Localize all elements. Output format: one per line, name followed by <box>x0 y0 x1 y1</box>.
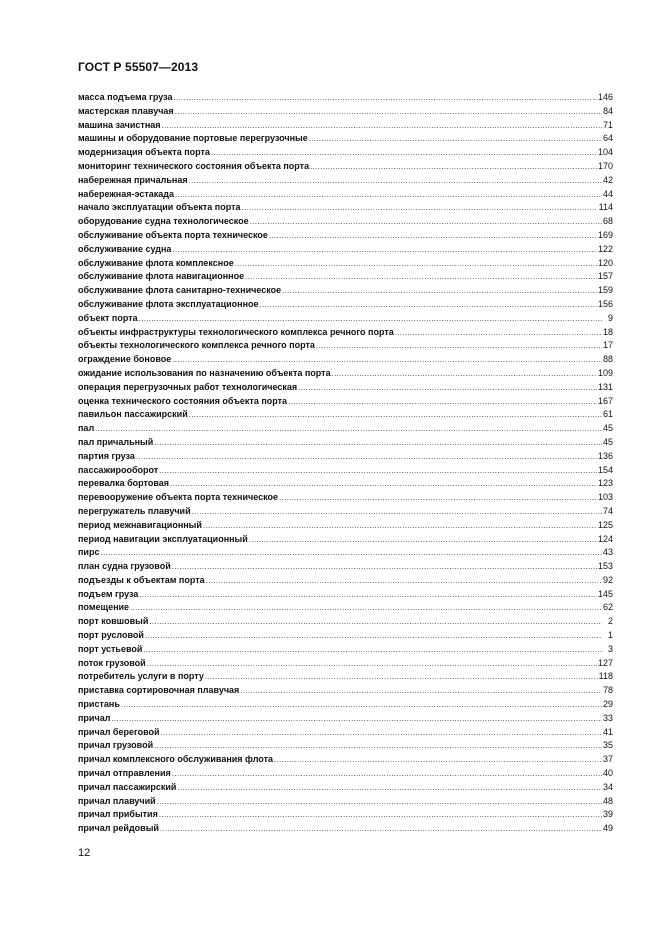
dot-leader <box>149 615 602 629</box>
index-entry <box>78 450 613 464</box>
index-term: партия груза <box>78 450 135 461</box>
index-term: период межнавигационный <box>78 519 202 530</box>
index-page-ref: 35 <box>602 740 613 751</box>
index-entry <box>78 422 613 436</box>
dot-leader <box>121 698 602 712</box>
index-term: причал грузовой <box>78 740 154 751</box>
index-term: порт устьевой <box>78 643 143 654</box>
index-term: объекты технологического комплекса речного порта <box>78 340 315 351</box>
index-page-ref: 61 <box>602 409 613 420</box>
index-entry <box>78 615 613 629</box>
index-term: поток грузовой <box>78 657 146 668</box>
index-entry <box>78 408 613 422</box>
index-entry <box>78 257 613 271</box>
index-term: причал прибытия <box>78 809 158 820</box>
index-term: перевооружение объекта порта техническое <box>78 492 279 503</box>
dot-leader <box>189 174 602 188</box>
index-term: набережная причальная <box>78 174 188 185</box>
index-entry <box>78 174 613 188</box>
index-page-ref: 124 <box>597 533 613 544</box>
dot-leader <box>130 601 602 615</box>
index-page-ref: 109 <box>597 367 613 378</box>
index-term: период навигации эксплуатационный <box>78 533 248 544</box>
index-entry <box>78 739 613 753</box>
index-page-ref: 153 <box>597 561 613 572</box>
index-page-ref: 127 <box>597 657 613 668</box>
index-term: порт ковшовый <box>78 616 149 627</box>
dot-leader <box>206 574 602 588</box>
dot-leader <box>316 339 602 353</box>
index-page-ref: 39 <box>602 809 613 820</box>
index-entry <box>78 712 613 726</box>
index-term: причал пассажирский <box>78 781 177 792</box>
dot-leader <box>143 643 602 657</box>
index-term: пирс <box>78 547 100 558</box>
index-term: мониторинг технического состояния объекта порта <box>78 160 310 171</box>
dot-leader <box>205 670 598 684</box>
dot-leader <box>139 312 602 326</box>
index-entry <box>78 477 613 491</box>
index-page-ref: 45 <box>602 436 613 447</box>
index-page-ref: 64 <box>602 133 613 144</box>
index-page-ref: 120 <box>597 257 613 268</box>
index-page-ref: 29 <box>602 699 613 710</box>
index-term: объекты инфраструктуры технологического комплекса речного порта <box>78 326 394 337</box>
index-term: пал причальный <box>78 436 154 447</box>
index-page-ref: 78 <box>602 685 613 696</box>
index-entry <box>78 298 613 312</box>
dot-leader <box>159 464 597 478</box>
index-term: модернизация объекта порта <box>78 147 210 158</box>
index-entry <box>78 808 613 822</box>
index-page-ref: 18 <box>602 326 613 337</box>
dot-leader <box>154 739 602 753</box>
dot-leader <box>192 505 602 519</box>
index-page-ref: 48 <box>602 795 613 806</box>
index-page-ref: 3 <box>607 643 613 654</box>
index-page-ref: 33 <box>602 712 613 723</box>
index-page-ref: 122 <box>597 243 613 254</box>
index-entry <box>78 670 613 684</box>
dot-leader <box>274 753 602 767</box>
index-term: обслуживание объекта порта техническое <box>78 229 268 240</box>
index-page-ref: 169 <box>597 229 613 240</box>
index-page-ref: 159 <box>597 285 613 296</box>
index-entry <box>78 188 613 202</box>
index-term: причал <box>78 712 111 723</box>
index-page-ref: 2 <box>607 616 613 627</box>
index-entry <box>78 146 613 160</box>
index-entry <box>78 326 613 340</box>
index-entry <box>78 546 613 560</box>
index-entry <box>78 464 613 478</box>
dot-leader <box>245 270 597 284</box>
index-entry <box>78 367 613 381</box>
index-term: помещение <box>78 602 130 613</box>
index-term: пристань <box>78 699 120 710</box>
dot-leader <box>235 257 597 271</box>
index-term: потребитель услуги в порту <box>78 671 204 682</box>
index-entry <box>78 519 613 533</box>
index-page-ref: 84 <box>602 105 613 116</box>
index-term: обслуживание флота эксплуатационное <box>78 298 259 309</box>
dot-leader <box>160 822 602 836</box>
index-page-ref: 40 <box>602 768 613 779</box>
dot-leader <box>111 712 602 726</box>
index-page-ref: 136 <box>597 450 613 461</box>
index-page-ref: 34 <box>602 781 613 792</box>
index-page-ref: 156 <box>597 298 613 309</box>
index-entry <box>78 684 613 698</box>
index-term: операция перегрузочных работ технологическая <box>78 381 298 392</box>
index-entry <box>78 491 613 505</box>
index-entry <box>78 436 613 450</box>
index-page-ref: 145 <box>597 588 613 599</box>
index-page-ref: 125 <box>597 519 613 530</box>
dot-leader <box>242 201 598 215</box>
dot-leader <box>147 657 597 671</box>
index-entry <box>78 574 613 588</box>
index-term: порт русловой <box>78 630 144 641</box>
document-header: ГОСТ Р 55507—2013 <box>78 60 199 74</box>
index-page-ref: 114 <box>598 202 613 213</box>
index-page-ref: 167 <box>597 395 613 406</box>
index-term: оборудование судна технологическое <box>78 216 249 227</box>
index-term: причал комплексного обслуживания флота <box>78 754 273 765</box>
index-page-ref: 49 <box>602 823 613 834</box>
dot-leader <box>154 436 602 450</box>
index-term: ожидание использования по назначению объекта порта <box>78 367 331 378</box>
index-page-ref: 123 <box>597 478 613 489</box>
index-page-ref: 104 <box>597 147 613 158</box>
index-page-ref: 17 <box>602 340 613 351</box>
index-term: обслуживание флота навигационное <box>78 271 245 282</box>
dot-leader <box>136 450 597 464</box>
index-page-ref: 131 <box>597 381 613 392</box>
index-term: причал рейдовый <box>78 823 159 834</box>
index-entry <box>78 160 613 174</box>
index-page-ref: 68 <box>602 216 613 227</box>
dot-leader <box>269 229 597 243</box>
index-entry <box>78 560 613 574</box>
index-entry <box>78 753 613 767</box>
index-term: план судна грузовой <box>78 561 171 572</box>
index-page-ref: 92 <box>602 574 613 585</box>
index-entry <box>78 215 613 229</box>
index-page-ref: 9 <box>607 312 613 323</box>
index-term: машины и оборудование портовые перегрузочные <box>78 133 308 144</box>
index-term: начало эксплуатации объекта порта <box>78 202 241 213</box>
dot-leader <box>95 422 602 436</box>
index-entry <box>78 601 613 615</box>
dot-leader <box>279 491 597 505</box>
index-term: машина зачистная <box>78 119 161 130</box>
dot-leader <box>159 808 602 822</box>
index-entry <box>78 726 613 740</box>
index-term: причал плавучий <box>78 795 156 806</box>
index-page-ref: 44 <box>602 188 613 199</box>
dot-leader <box>172 353 602 367</box>
index-page-ref: 62 <box>602 602 613 613</box>
index-entry <box>78 229 613 243</box>
dot-leader <box>172 560 597 574</box>
index-entry <box>78 91 613 105</box>
dot-leader <box>177 781 602 795</box>
index-term: перегружатель плавучий <box>78 505 191 516</box>
dot-leader <box>249 533 597 547</box>
dot-leader <box>282 284 597 298</box>
index-page-ref: 146 <box>597 92 613 102</box>
dot-leader <box>145 629 602 643</box>
dot-leader <box>100 546 602 560</box>
dot-leader <box>260 298 597 312</box>
index-entry <box>78 381 613 395</box>
index-term: перевалка бортовая <box>78 478 169 489</box>
index-page-ref: 71 <box>602 119 613 130</box>
dot-leader <box>189 408 602 422</box>
index-entry <box>78 643 613 657</box>
page-number: 12 <box>78 847 91 859</box>
index-term: мастерская плавучая <box>78 105 174 116</box>
index-page-ref: 118 <box>598 671 613 682</box>
index-entry <box>78 795 613 809</box>
index-entry <box>78 353 613 367</box>
index-term: пассажирооборот <box>78 464 159 475</box>
dot-leader <box>310 160 597 174</box>
index-entry <box>78 312 613 326</box>
index-entry <box>78 119 613 133</box>
index-page-ref: 74 <box>602 505 613 516</box>
dot-leader <box>172 767 602 781</box>
index-page-ref: 45 <box>602 423 613 434</box>
term-index <box>78 91 613 836</box>
index-term: объект порта <box>78 312 138 323</box>
index-term: павильон пассажирский <box>78 409 188 420</box>
dot-leader <box>288 395 597 409</box>
dot-leader <box>173 91 597 105</box>
index-term: подъем груза <box>78 588 139 599</box>
index-entry <box>78 629 613 643</box>
index-term: приставка сортировочная плавучая <box>78 685 240 696</box>
index-term: обслуживание флота санитарно-техническое <box>78 285 282 296</box>
index-entry <box>78 284 613 298</box>
index-page-ref: 42 <box>602 174 613 185</box>
dot-leader <box>203 519 597 533</box>
index-term: подъезды к объектам порта <box>78 574 205 585</box>
index-page-ref: 43 <box>602 547 613 558</box>
index-term: пал <box>78 423 95 434</box>
index-term: масса подъема груза <box>78 92 173 102</box>
index-entry <box>78 698 613 712</box>
index-entry <box>78 505 613 519</box>
index-page-ref: 103 <box>597 492 613 503</box>
dot-leader <box>157 795 602 809</box>
dot-leader <box>309 132 602 146</box>
index-page-ref: 170 <box>597 160 613 171</box>
dot-leader <box>162 119 602 133</box>
dot-leader <box>139 588 597 602</box>
dot-leader <box>332 367 597 381</box>
index-page-ref: 154 <box>597 464 613 475</box>
dot-leader <box>250 215 602 229</box>
index-page-ref: 41 <box>602 726 613 737</box>
index-entry <box>78 105 613 119</box>
dot-leader <box>172 243 597 257</box>
index-entry <box>78 243 613 257</box>
dot-leader <box>211 146 597 160</box>
index-entry <box>78 588 613 602</box>
index-entry <box>78 339 613 353</box>
dot-leader <box>395 326 602 340</box>
index-term: причал отправления <box>78 768 171 779</box>
index-page-ref: 157 <box>597 271 613 282</box>
index-term: набережная-эстакада <box>78 188 174 199</box>
index-page-ref: 88 <box>602 354 613 365</box>
index-entry <box>78 201 613 215</box>
index-entry <box>78 132 613 146</box>
index-entry <box>78 395 613 409</box>
index-page-ref: 37 <box>602 754 613 765</box>
dot-leader <box>298 381 597 395</box>
index-term: оценка технического состояния объекта порта <box>78 395 288 406</box>
index-term: обслуживание судна <box>78 243 172 254</box>
dot-leader <box>161 726 602 740</box>
dot-leader <box>240 684 602 698</box>
dot-leader <box>175 188 602 202</box>
dot-leader <box>175 105 602 119</box>
index-term: причал береговой <box>78 726 160 737</box>
dot-leader <box>170 477 597 491</box>
index-term: обслуживание флота комплексное <box>78 257 234 268</box>
index-entry <box>78 781 613 795</box>
index-entry <box>78 533 613 547</box>
index-entry <box>78 822 613 836</box>
index-entry <box>78 270 613 284</box>
index-term: ограждение боновое <box>78 354 172 365</box>
index-entry <box>78 767 613 781</box>
index-entry <box>78 657 613 671</box>
index-page-ref: 1 <box>607 630 613 641</box>
